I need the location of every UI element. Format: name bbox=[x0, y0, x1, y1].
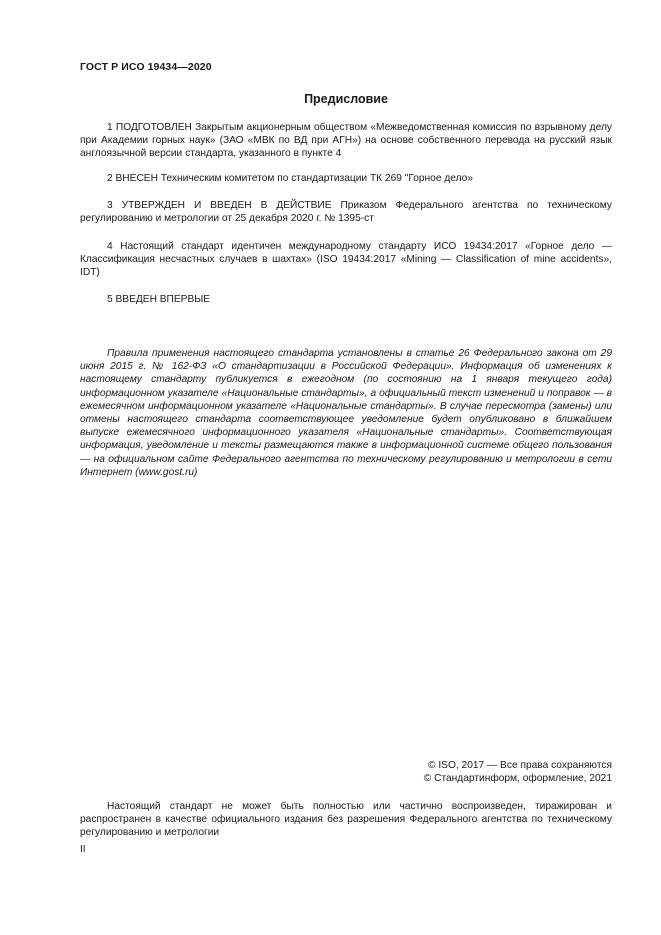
foreword-item-4 bbox=[80, 240, 612, 280]
foreword-item-text: 3 УТВЕРЖДЕН И ВВЕДЕН В ДЕЙСТВИЕ Приказом Федерального агентства по техническому регулированию и метрологии от 25 декабря 2020 г. № 1395-ст bbox=[80, 200, 612, 225]
application-rules-notice: Правила применения настоящего стандарта установлены в статье 26 Федерального закона от 29 июня 2015 г. № 162-ФЗ «О стандартизации в Российской Федерации». Информация об изменениях к настоящему стандарту публикуется в ежегодном (по состоянию на 1 января текущего года) информационном указателе «Национальные стандарты», а официальный текст изменений и поправок — в ежемесячном информационном указателе «Национальные стандарты». В случае пересмотра (замены) или отмены настоящего стандарта соответствующее уведомление будет опубликовано в ближайшем выпуске ежемесячного информационного указателя «Национальные стандарты». Соответствующая информация, уведомление и тексты размещаются также в информационной системе общего пользования — на официальном сайте Федерального агентства по техническому регулированию и метрологии в сети Интернет (www.gost.ru) bbox=[80, 348, 612, 478]
foreword-item-5 bbox=[80, 293, 612, 306]
foreword-item-text: 1 ПОДГОТОВЛЕН Закрытым акционерным обществом «Межведомственная комиссия по взрывному делу при Академии горных наук» (ЗАО «МВК по ВД при АГН») на основе собственного перевода на русский язык англоязычной версии стандарта, указанного в пункте 4 bbox=[80, 122, 612, 160]
foreword-item-2 bbox=[80, 172, 612, 185]
page-title: Предисловие bbox=[304, 92, 388, 106]
foreword-item-text: 2 ВНЕСЕН Техническим комитетом по стандартизации ТК 269 "Горное дело» bbox=[107, 173, 473, 184]
foreword-item-text: 5 ВВЕДЕН ВПЕРВЫЕ bbox=[107, 294, 211, 305]
foreword-item-3 bbox=[80, 199, 612, 225]
foreword-item-1 bbox=[80, 121, 612, 161]
iso-copyright-line: © ISO, 2017 — Все права сохраняются bbox=[428, 760, 612, 771]
page-number: II bbox=[80, 844, 86, 855]
foreword-item-text: 4 Настоящий стандарт идентичен международному стандарту ИСО 19434:2017 «Горное дело — Классификация несчастных случаев в шахтах» (ISO 19434:2017 «Mining — Classification of mine accidents», IDT) bbox=[80, 241, 612, 279]
standartinform-copyright-line: © Стандартинформ, оформление, 2021 bbox=[423, 773, 612, 785]
reproduction-notice: Настоящий стандарт не может быть полностью или частично воспроизведен, тиражирован и распространен в качестве официального издания без разрешения Федерального агентства по техническому регулированию и метрологии bbox=[80, 801, 612, 839]
standard-code-header: ГОСТ Р ИСО 19434—2020 bbox=[80, 61, 212, 73]
copyright-block bbox=[424, 759, 612, 786]
